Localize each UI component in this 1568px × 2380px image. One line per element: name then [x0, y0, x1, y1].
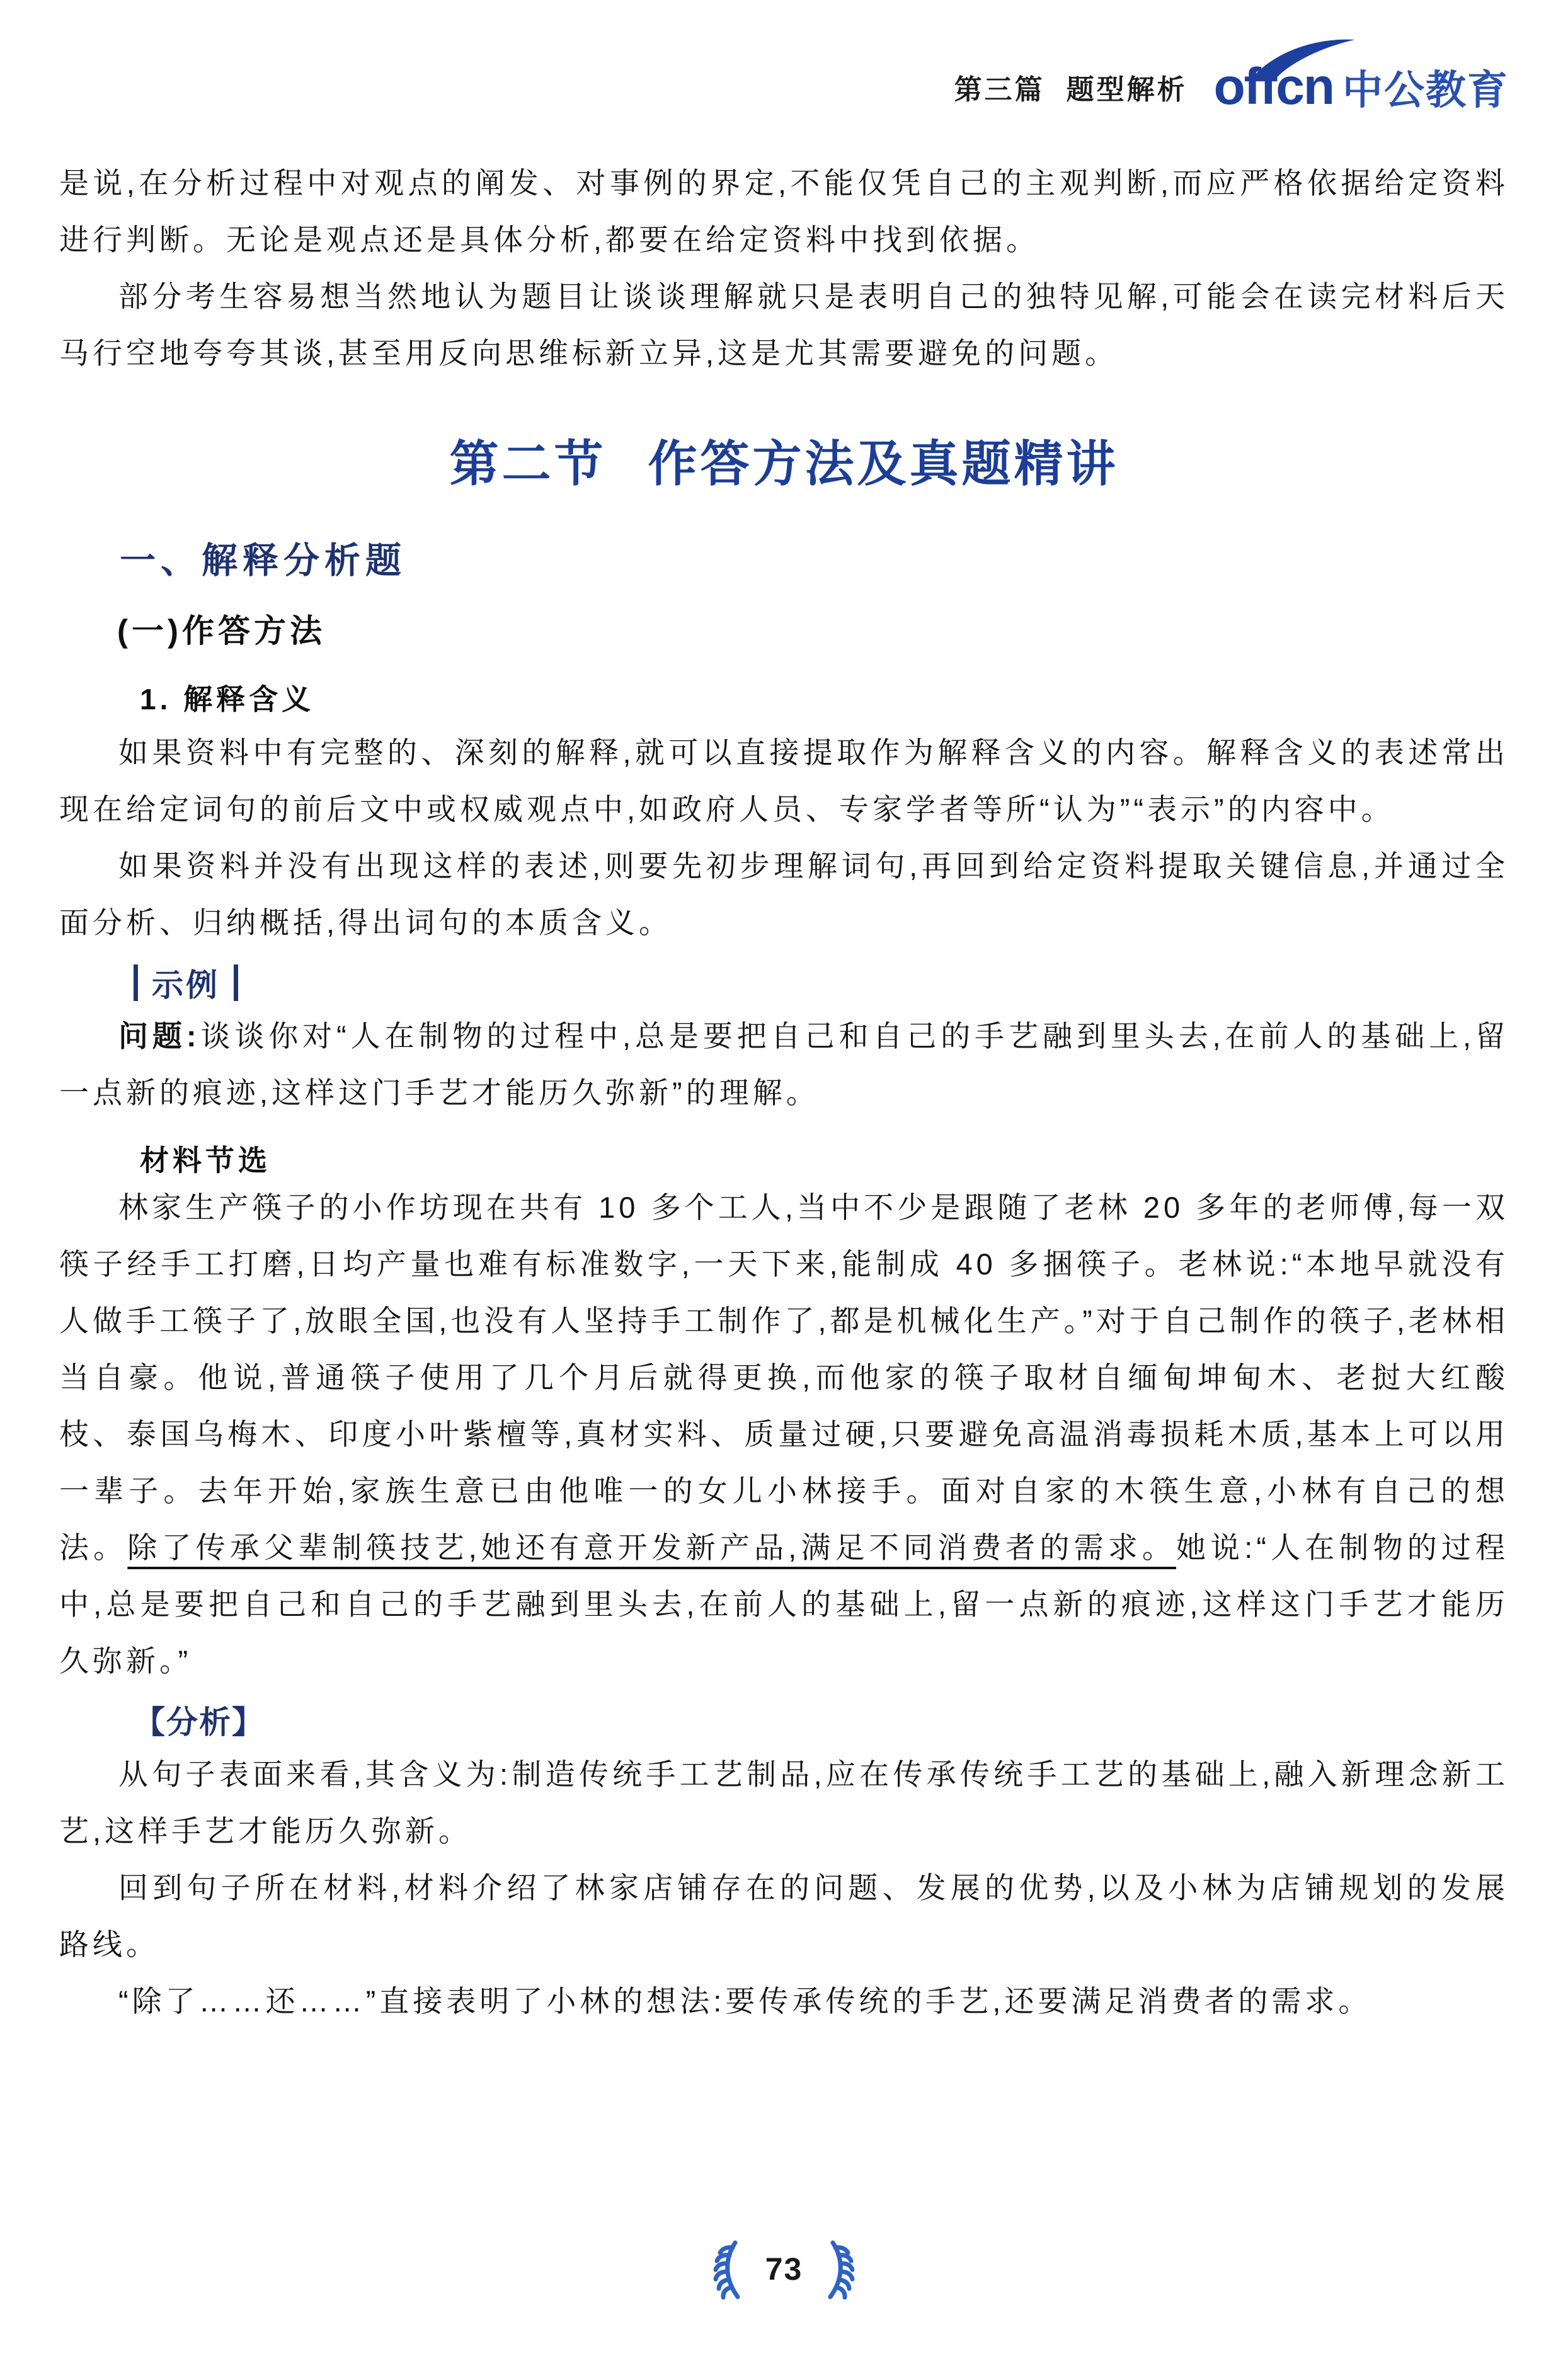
- marker-bar-right: [234, 964, 238, 1001]
- heading-answer-method: (一)作答方法: [117, 613, 326, 649]
- method-paragraph-1: 如果资料中有完整的、深刻的解释,就可以直接提取作为解释含义的内容。解释含义的表述常出现在给定词句的前后文中或权威观点中,如政府人员、专家学者等所“认为”“表示”的内容中。: [59, 736, 1509, 826]
- question-text: 谈谈你对“人在制物的过程中,总是要把自己和自己的手艺融到里头去,在前人的基础上,留一点新的痕迹,这样这门手艺才能历久弥新”的理解。: [59, 1019, 1509, 1109]
- page: [0, 54, 1568, 2030]
- intro-section: [59, 155, 1509, 382]
- laurel-right-icon: [824, 2239, 858, 2299]
- part-title: 题型解析: [1066, 74, 1187, 105]
- logo-text: offcn: [1213, 58, 1334, 115]
- page-number: 73: [765, 2251, 803, 2287]
- analysis-section: [59, 1746, 1509, 2030]
- method-section: [59, 724, 1509, 951]
- logo-brand-name: 中公教育: [1342, 67, 1509, 113]
- analysis-marker: 【分析】: [134, 1705, 265, 1740]
- example-question-section: [59, 1008, 1509, 1121]
- material-section: [59, 1179, 1509, 1690]
- page-header: [59, 54, 1509, 120]
- logo-swoosh-icon: [1247, 36, 1360, 83]
- analysis-paragraph-2: 回到句子所在材料,材料介绍了林家店铺存在的问题、发展的优势,以及小林为店铺规划的发展路线。: [59, 1871, 1509, 1961]
- material-text-pre: 林家生产筷子的小作坊现在共有 10 多个工人,当中不少是跟随了老林 20 多年的老师傅,每一双筷子经手工打磨,日均产量也难有标准数字,一天下来,能制成 40 多捆筷子。老林说:“本地早就没有人做手工筷子了,放眼全国,也没有人坚持手工制作了,都是机械化生产。”对于自己制作的筷子,老林相当自豪。他说,普通筷子使用了几个月后就得更换,而他家的筷子取材自缅甸坤甸木、老挝大红酸枝、泰国乌梅木、印度小叶紫檀等,真材实料、质量过硬,只要避免高温消毒损耗木质,基本上可以用一辈子。去年开始,家族生意已由他唯一的女儿小林接手。面对自家的木筷生意,小林有自己的想法。: [59, 1191, 1509, 1564]
- example-question: [59, 1008, 1509, 1121]
- part-label: 第三篇: [954, 74, 1045, 105]
- material-label: 材料节选: [140, 1144, 271, 1177]
- section-number: 第二节: [449, 436, 607, 491]
- analysis-paragraph-1: 从句子表面来看,其含义为:制造传统手工艺制品,应在传承传统手工艺的基础上,融入新理念新工艺,这样手艺才能历久弥新。: [59, 1758, 1509, 1848]
- method-paragraph-2: 如果资料并没有出现这样的表述,则要先初步理解词句,再回到给定资料提取关键信息,并通过全面分析、归纳概括,得出词句的本质含义。: [59, 849, 1509, 939]
- marker-bar-left: [134, 964, 138, 1001]
- analysis-paragraph-3: “除了……还……”直接表明了小林的想法:要传承传统的手艺,还要满足消费者的需求。: [118, 1984, 1372, 2018]
- heading-explain-analysis: 一、解释分析题: [120, 541, 406, 581]
- section-title: [59, 425, 1509, 495]
- offcn-wordmark: [1214, 57, 1334, 117]
- example-marker: [134, 960, 1509, 1005]
- running-head: [954, 67, 1187, 107]
- material-paragraph: [59, 1179, 1509, 1690]
- brand-logo: [1214, 57, 1509, 117]
- page-footer: [0, 2239, 1568, 2299]
- question-label: 问题:: [118, 1019, 200, 1053]
- heading-explain-meaning: 1. 解释含义: [140, 683, 315, 716]
- laurel-left-icon: [710, 2239, 744, 2299]
- section-title-text: 作答方法及真题精讲: [648, 436, 1119, 491]
- intro-paragraph-2: 部分考生容易想当然地认为题目让谈谈理解就只是表明自己的独特见解,可能会在读完材料后天马行空地夸夸其谈,甚至用反向思维标新立异,这是尤其需要避免的问题。: [59, 280, 1509, 370]
- material-text-post: 她说:“人在制物的过程中,总是要把自己和自己的手艺融到里头去,在前人的基础上,留一点新的痕迹,这样这门手艺才能历久弥新。”: [59, 1531, 1509, 1678]
- example-marker-label: 示例: [152, 968, 220, 1003]
- intro-paragraph-1: 是说,在分析过程中对观点的阐发、对事例的界定,不能仅凭自己的主观判断,而应严格依据给定资料进行判断。无论是观点还是具体分析,都要在给定资料中找到依据。: [59, 166, 1509, 256]
- material-text-underlined: 除了传承父辈制筷技艺,她还有意开发新产品,满足不同消费者的需求。: [127, 1531, 1176, 1564]
